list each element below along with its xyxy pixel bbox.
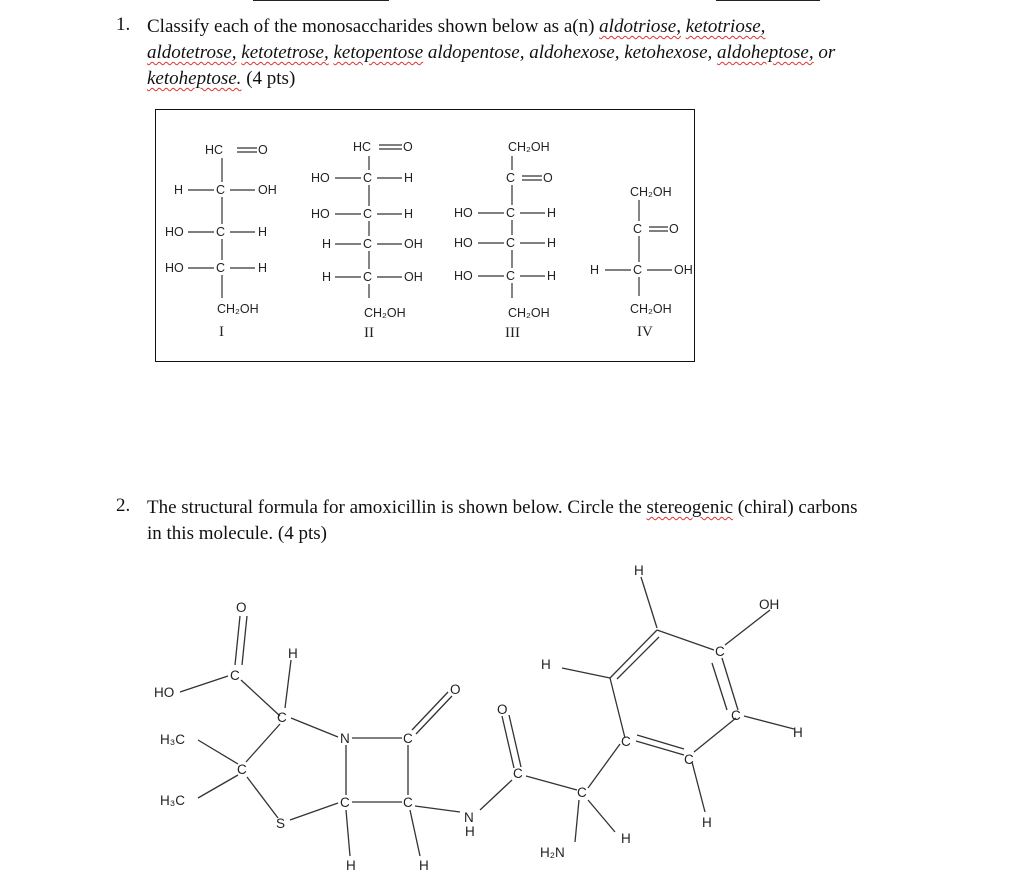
atom-h2n: H₂N xyxy=(540,845,565,860)
s1-r3-left: HO xyxy=(165,261,184,275)
s2-r1-right: H xyxy=(404,171,414,185)
s4-top: CH₂OH xyxy=(630,185,672,199)
atom-o-carboxyl: O xyxy=(236,600,247,615)
s1-r1-c: C xyxy=(216,183,226,197)
term-ketoheptose: ketoheptose. xyxy=(147,68,242,89)
atom-h-ring-top: H xyxy=(634,563,644,578)
s3-r1-c: C xyxy=(506,206,516,220)
atom-c5: C xyxy=(340,795,350,810)
s1-label: I xyxy=(219,324,224,340)
s3-r2-right: H xyxy=(547,236,557,250)
s2-r3-right: OH xyxy=(404,237,423,251)
s4-r1-left: H xyxy=(590,263,600,277)
s3-r1-right: H xyxy=(547,206,557,220)
atom-h3c-a: H₃C xyxy=(160,732,185,747)
atom-c-ring-oh: C xyxy=(715,644,725,659)
s3-carbonyl-c: C xyxy=(506,171,516,185)
s3-r3-left: HO xyxy=(454,269,473,283)
term-aldotetrose: aldotetrose, xyxy=(147,42,237,63)
s4-r1-right: OH xyxy=(674,263,693,277)
term-aldohexose: aldohexose, xyxy=(529,42,620,63)
atom-n-amide: N xyxy=(464,810,474,825)
s3-top: CH₂OH xyxy=(508,140,550,154)
atom-h-ring-bottom: H xyxy=(702,815,712,830)
atom-oh: OH xyxy=(759,597,780,612)
s3-label: III xyxy=(505,325,520,341)
s3-bottom: CH₂OH xyxy=(508,306,550,320)
s3-r3-c: C xyxy=(506,269,516,283)
s4-carbonyl-o: O xyxy=(669,222,679,236)
s2-r3-c: C xyxy=(363,237,373,251)
atom-c-dimethyl: C xyxy=(237,762,247,777)
term-ketotetrose: ketotetrose, xyxy=(241,42,329,63)
s1-r1-right: OH xyxy=(258,183,277,197)
atom-h-c3: H xyxy=(288,646,298,661)
s2-r2-right: H xyxy=(404,207,414,221)
s1-r2-left: HO xyxy=(165,225,184,239)
atom-h-ring-left: H xyxy=(541,657,551,672)
s3-r1-left: HO xyxy=(454,206,473,220)
term-or: or xyxy=(818,42,836,63)
term-aldoheptose: aldoheptose, xyxy=(717,42,814,63)
atom-c-lactam: C xyxy=(403,731,413,746)
atom-h-ring-right: H xyxy=(793,725,803,740)
atom-c6: C xyxy=(403,795,413,810)
question-1-points: (4 pts) xyxy=(246,68,296,89)
s1-r2-c: C xyxy=(216,225,226,239)
question-2-after: (chiral) carbons xyxy=(737,497,858,518)
s2-r4-c: C xyxy=(363,270,373,284)
term-ketopentose: ketopentose xyxy=(333,42,424,63)
s4-r1-c: C xyxy=(633,263,643,277)
s1-top-o: O xyxy=(258,143,268,157)
s2-bottom: CH₂OH xyxy=(364,306,406,320)
atom-ho: HO xyxy=(154,685,175,700)
s1-r1-left: H xyxy=(174,183,184,197)
atom-c-ring-b: C xyxy=(684,752,694,767)
atom-c-amide: C xyxy=(513,766,523,781)
atom-n-ring: N xyxy=(340,731,350,746)
s3-r3-right: H xyxy=(547,269,557,283)
s1-bottom: CH₂OH xyxy=(217,302,259,316)
s2-r1-c: C xyxy=(363,171,373,185)
atom-h-amide: H xyxy=(465,824,475,839)
s1-r3-c: C xyxy=(216,261,226,275)
s2-r4-left: H xyxy=(322,270,332,284)
atom-c-carboxyl: C xyxy=(230,668,240,683)
atom-c3: C xyxy=(277,710,287,725)
term-aldopentose: aldopentose, xyxy=(427,42,525,63)
s2-r2-left: HO xyxy=(311,207,330,221)
s2-r4-right: OH xyxy=(404,270,423,284)
s2-top: HC xyxy=(353,140,372,154)
s2-top-o: O xyxy=(403,140,413,154)
s4-carbonyl-c: C xyxy=(633,222,643,236)
atom-c-ring-a: C xyxy=(731,708,741,723)
question-1-number: 1. xyxy=(116,14,131,35)
atom-c-ring-ipso: C xyxy=(621,734,631,749)
question-2-before: The structural formula for amoxicillin is shown below. Circle the xyxy=(147,497,642,518)
atom-c-alpha: C xyxy=(577,785,587,800)
s4-bottom: CH₂OH xyxy=(630,302,672,316)
s1-r3-right: H xyxy=(258,261,268,275)
s2-r3-left: H xyxy=(322,237,332,251)
atom-o-amide: O xyxy=(497,702,508,717)
atom-s: S xyxy=(276,816,286,831)
term-aldotriose: aldotriose, xyxy=(599,16,681,37)
atom-h-c5: H xyxy=(346,858,356,873)
atom-h-c6: H xyxy=(419,858,429,873)
question-1-lead: Classify each of the monosaccharides shown below as a(n) xyxy=(147,16,595,37)
s1-r2-right: H xyxy=(258,225,268,239)
s3-r2-left: HO xyxy=(454,236,473,250)
s3-r2-c: C xyxy=(506,236,516,250)
s4-label: IV xyxy=(637,324,653,340)
question-2-line2: in this molecule. (4 pts) xyxy=(147,523,327,544)
term-stereogenic: stereogenic xyxy=(646,497,734,518)
s1-top: HC xyxy=(205,143,224,157)
atom-o-lactam: O xyxy=(450,682,461,697)
atom-h-alpha: H xyxy=(621,831,631,846)
question-2-number: 2. xyxy=(116,495,131,516)
term-ketotriose: ketotriose, xyxy=(685,16,766,37)
s2-label: II xyxy=(364,325,374,341)
term-ketohexose: ketohexose, xyxy=(624,42,713,63)
s2-r2-c: C xyxy=(363,207,373,221)
s2-r1-left: HO xyxy=(311,171,330,185)
atom-h3c-b: H₃C xyxy=(160,793,185,808)
s3-carbonyl-o: O xyxy=(543,171,553,185)
